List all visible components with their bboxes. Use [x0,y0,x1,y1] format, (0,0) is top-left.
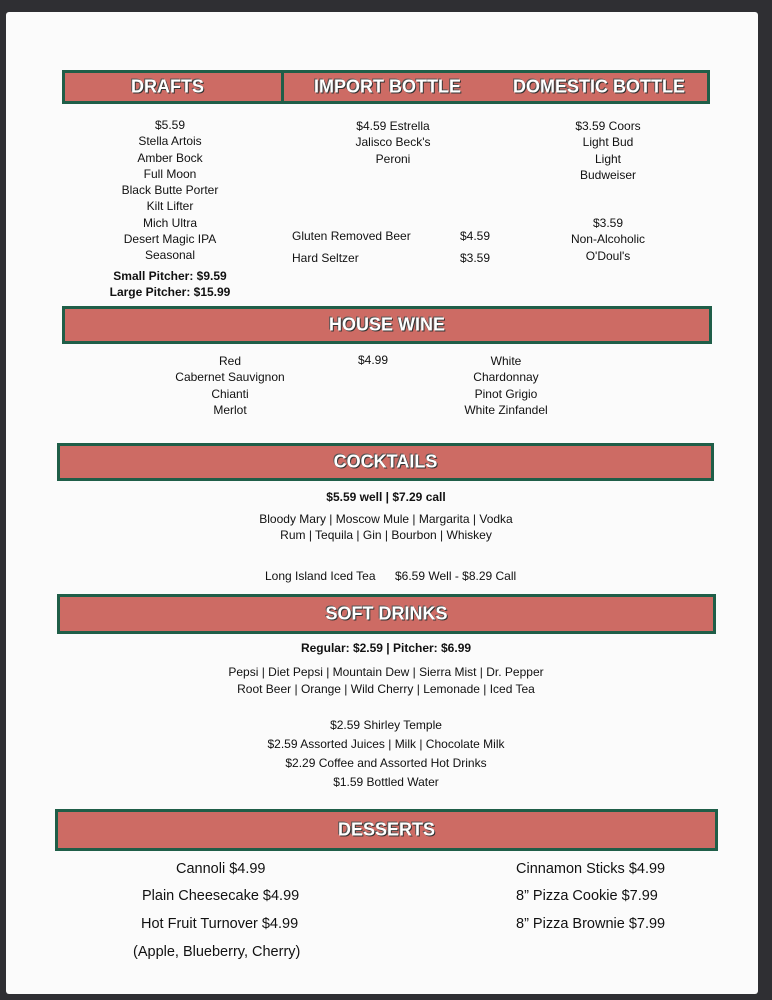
list-item: Light Bud [582,135,634,150]
drinks-header-bar [62,70,710,104]
list-item: Chardonnay [473,370,539,385]
domestic-bottle-heading: DOMESTIC BOTTLE [513,76,685,97]
cocktails-line-1: Bloody Mary | Moscow Mule | Margarita | Vodka [259,512,513,526]
soft-drinks-bar [57,594,716,634]
non-alcoholic-label: Non-Alcoholic [570,232,646,247]
soft-drinks-line-2: Root Beer | Orange | Wild Cherry | Lemonade | Iced Tea [237,682,535,696]
drafts-price: $5.59 [154,118,186,132]
long-island-price: $6.59 Well - $8.29 Call [395,569,517,583]
soft-drinks-extra: $2.59 Assorted Juices | Milk | Chocolate Milk [267,737,505,751]
list-item: $3.59 Coors [575,119,641,133]
white-wine-heading: White [490,354,522,368]
list-item: Stella Artois [138,134,202,149]
non-alcoholic-price: $3.59 [592,216,624,230]
cocktails-line-2: Rum | Tequila | Gin | Bourbon | Whiskey [280,528,492,542]
desserts-heading: DESSERTS [337,819,436,840]
soft-drinks-extra: $2.29 Coffee and Assorted Hot Drinks [285,756,487,770]
list-item: Desert Magic IPA [123,232,217,247]
non-alcoholic-block [528,215,688,264]
list-item: Black Butte Porter [121,183,219,198]
list-item: Budweiser [579,167,637,182]
hard-seltzer-label: Hard Seltzer [292,251,359,265]
list-item: Seasonal [144,248,196,263]
large-pitcher: Large Pitcher: $15.99 [109,284,231,299]
cocktails-bar [57,443,714,481]
dessert-item: 8” Pizza Cookie $7.99 [516,888,658,904]
drafts-heading: DRAFTS [131,76,204,97]
list-item: Pinot Grigio [474,386,538,401]
dessert-item: 8” Pizza Brownie $7.99 [516,916,666,932]
list-item: Mich Ultra [142,215,197,230]
red-wine-column [150,353,310,418]
list-item: Merlot [213,402,247,417]
long-island-label: Long Island Iced Tea [265,569,376,583]
list-item: Cabernet Sauvignon [175,370,285,385]
cocktails-heading: COCKTAILS [333,451,438,472]
list-item: Amber Bock [137,150,203,165]
soft-drinks-heading: SOFT DRINKS [325,603,448,624]
cocktails-pricing: $5.59 well | $7.29 call [326,490,446,504]
dessert-item: Hot Fruit Turnover $4.99 [141,916,299,932]
import-bottle-heading: IMPORT BOTTLE [314,76,461,97]
gluten-removed-price: $4.59 [460,229,491,243]
house-wine-price: $4.99 [358,353,389,367]
house-wine-bar [62,306,712,344]
house-wine-heading: HOUSE WINE [328,314,446,335]
soft-drinks-line-1: Pepsi | Diet Pepsi | Mountain Dew | Sierra Mist | Dr. Pepper [228,665,544,679]
list-item: Light [594,151,622,166]
soft-drinks-extra: $2.59 Shirley Temple [330,718,442,732]
drafts-column [90,117,250,300]
dessert-item: Plain Cheesecake $4.99 [142,888,300,904]
list-item: $4.59 Estrella [356,119,430,133]
list-item: Peroni [375,151,411,166]
list-item: Kilt Lifter [146,199,194,214]
list-item: Full Moon [143,166,197,181]
hard-seltzer-price: $3.59 [460,251,491,265]
desserts-bar [55,809,718,851]
soft-drinks-pricing: Regular: $2.59 | Pitcher: $6.99 [300,641,472,655]
small-pitcher: Small Pitcher: $9.59 [113,268,227,283]
soft-drinks-extra: $1.59 Bottled Water [333,775,439,789]
list-item: O'Doul's [585,248,631,263]
list-item: Jalisco Beck's [355,135,431,150]
header-divider [281,73,284,101]
dessert-note: (Apple, Blueberry, Cherry) [133,944,301,960]
import-column [313,118,473,167]
domestic-column [528,118,688,183]
white-wine-column [426,353,586,418]
gluten-removed-label: Gluten Removed Beer [292,229,411,243]
dessert-item: Cinnamon Sticks $4.99 [516,861,666,877]
list-item: White Zinfandel [464,402,548,417]
list-item: Chianti [211,386,249,401]
red-wine-heading: Red [218,354,241,368]
dessert-item: Cannoli $4.99 [176,861,266,877]
